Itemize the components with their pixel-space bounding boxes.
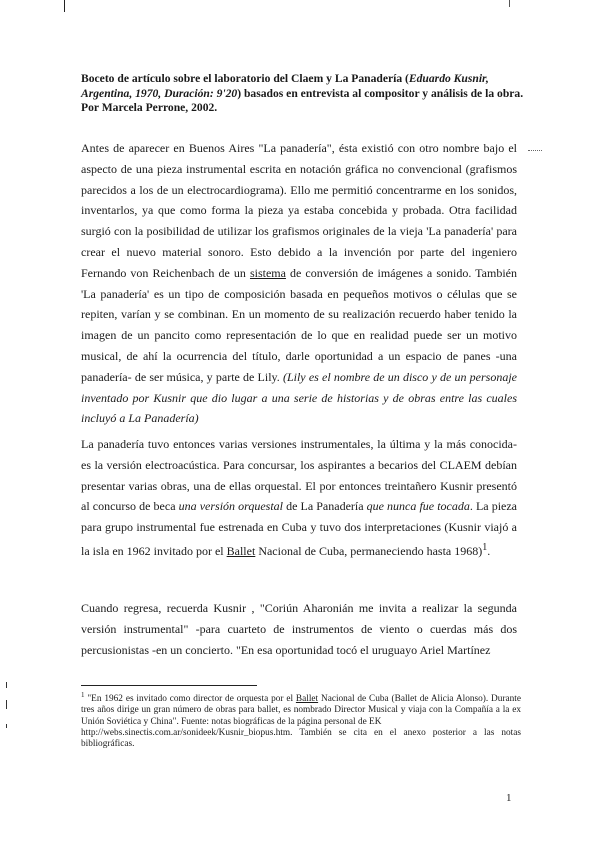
paragraph-text: de conversión de imágenes a sonido. También 'La panadería' es un tipo de composición basada en pequeños motivos o células que se repiten, varían y se combinan. En un momento de su realización recuerdo haber tenido la imagen de un pancito como representación de lo que en realidad puede ser un motivo musical, de ahí la ocurrencia del título, darle oportunidad a un espacio de panes -una panadería- de ser música, y parte de Lily. bbox=[81, 265, 517, 384]
paragraph-1 bbox=[81, 138, 517, 429]
italic-phrase: que nunca fue tocada bbox=[366, 499, 470, 514]
scan-speck bbox=[6, 682, 7, 688]
paragraph-2 bbox=[81, 434, 517, 562]
title-text-end: ) basados en entrevista al compositor y análisis de la obra. Por Marcela Perrone, 2002. bbox=[81, 86, 524, 115]
title-text: Boceto de artículo sobre el laboratorio del Claem y La Panadería ( bbox=[81, 72, 409, 85]
title-italic-text: Eduardo Kusnir, Argentina, 1970, Duración: 9'20 bbox=[81, 72, 489, 100]
margin-mark bbox=[528, 150, 542, 152]
scan-mark-top-left bbox=[64, 0, 65, 12]
footnote-divider bbox=[81, 685, 257, 686]
paragraph-text: Cuando regresa, recuerda Kusnir , "Coriún Aharonián me invita a realizar la segunda versión instrumental" -para cuarteto de instrumentos de viento o cuerdas más dos percusionistas -en un concierto. "En esa oportunidad tocó el uruguayo Ariel Martínez bbox=[81, 601, 517, 657]
footnote bbox=[81, 690, 521, 750]
scan-mark-top-right bbox=[509, 0, 510, 7]
footnote-reference[interactable]: 1 bbox=[482, 541, 488, 553]
footnote-text: . También se cita en el anexo posterior a las notas bibliográficas. bbox=[81, 727, 521, 749]
footnote-number: 1 bbox=[81, 691, 85, 699]
paragraph-text: Antes de aparecer en Buenos Aires "La panadería", ésta existió con otro nombre bajo el aspecto de una pieza instrumental escrita en notación gráfica no convencional (grafismos parecidos a los de un electrocardiograma). Ello me permitió concentrarme en los sonidos, inventarlos, ya que como forma la pieza ya estaba concebida y probada. Otra facilidad surgió con la posibilidad de utilizar los grafismos originales de la vieja 'La panadería' para crear el nuevo material sonoro. Esto debido a la invención por parte del ingeniero Fernando von Reichenbach de un bbox=[81, 141, 517, 280]
footnote-text: "En 1962 es invitado como director de orquesta por el bbox=[84, 694, 296, 705]
paragraph-text: La panadería tuvo entonces varias versiones instrumentales, la última y la más conocida-es la versión electroacústica. Para concursar, los aspirantes a becarios del CLAEM debían presentar varias obras, una de ellas orquestal. El por entonces treintañero Kusnir presentó al concurso de beca bbox=[81, 437, 517, 514]
italic-note: (Lily es el nombre de un disco y de un personaje inventado por Kusnir que dio lugar a una serie de historias y de obras entre las cuales incluyó a La Panadería) bbox=[81, 369, 518, 426]
paragraph-text: Nacional de Cuba, permaneciendo hasta 1968) bbox=[255, 543, 483, 558]
page-number: 1 bbox=[506, 792, 512, 804]
italic-phrase: una versión orquestal bbox=[178, 499, 284, 514]
underlined-word: sistema bbox=[249, 265, 286, 280]
scan-speck bbox=[6, 724, 7, 728]
underlined-word: Ballet bbox=[226, 543, 256, 558]
paragraph-text: . bbox=[487, 543, 491, 558]
document-title bbox=[81, 72, 526, 116]
underlined-word: Ballet bbox=[295, 694, 319, 705]
paragraph-3 bbox=[81, 598, 517, 660]
paragraph-text: de La Panadería bbox=[283, 499, 367, 514]
footnote-url[interactable]: http://webs.sinectis.com.ar/sonideek/Kusnir_biopus.htm bbox=[81, 727, 291, 738]
paragraph-text: . La pieza para grupo instrumental fue estrenada en Cuba y tuvo dos interpretaciones (Kusnir viajó a la isla en 1962 invitado por el bbox=[81, 499, 518, 558]
footnote-text: Nacional de Cuba (Ballet de Alicia Alonso). Durante tres años dirige un gran número de obras para ballet, es nombrado Director Musical y viaja con la Compañía a la ex Unión Soviética y China". Fuente: notas biográficas de la página personal de EK bbox=[81, 694, 521, 727]
scan-speck bbox=[6, 700, 7, 709]
